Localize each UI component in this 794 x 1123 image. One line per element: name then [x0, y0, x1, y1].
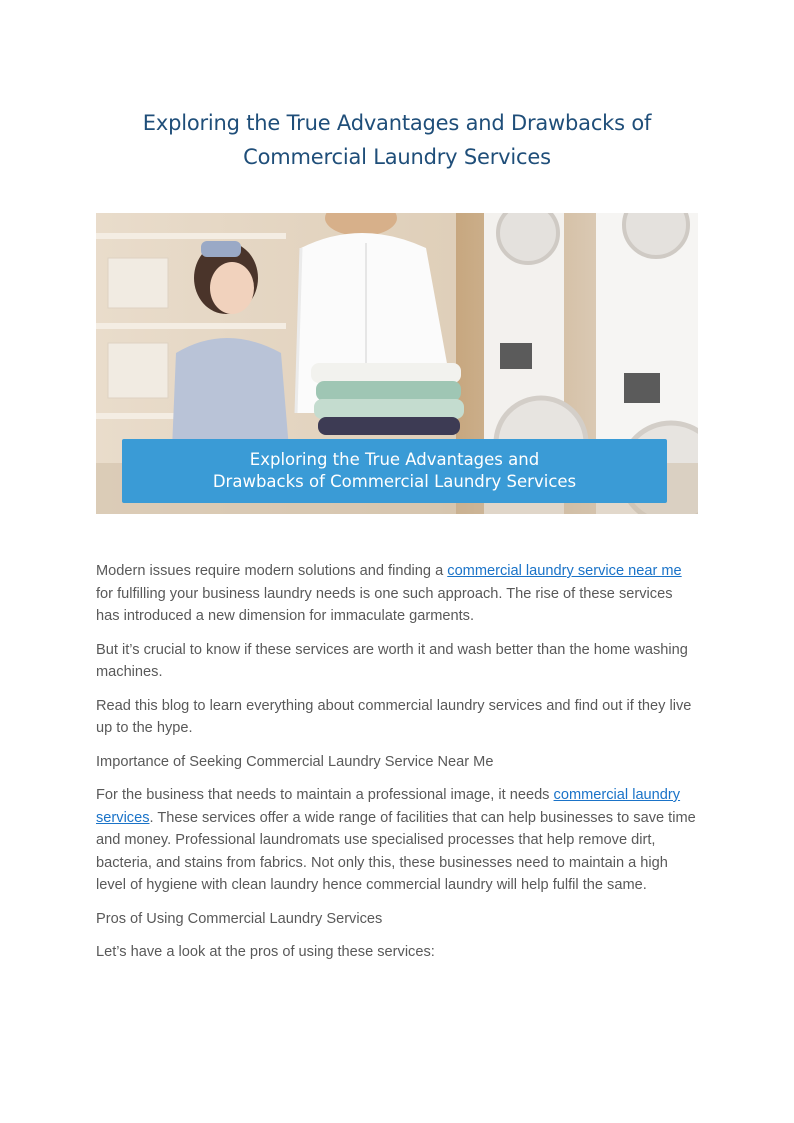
paragraph-text: Modern issues require modern solutions and finding a	[96, 563, 448, 579]
hero-banner-text	[122, 449, 667, 493]
paragraph-read-blog: Read this blog to learn everything about commercial laundry services and find out if they live up to the hype.	[96, 697, 692, 736]
paragraph-text: for fulfilling your business laundry needs is one such approach. The rise of these services has introduced a new dimension for immaculate garments.	[96, 585, 673, 624]
paragraph-text: For the business that needs to maintain a professional image, it needs	[96, 787, 554, 803]
paragraph-worth-it: But it’s crucial to know if these services are worth it and wash better than the home washing machines.	[96, 641, 688, 680]
hero-banner-line-2: Drawbacks of Commercial Laundry Services	[212, 472, 577, 491]
paragraph-pros-intro: Let’s have a look at the pros of using these services:	[96, 944, 435, 960]
commercial-laundry-services-link[interactable]: commercial laundry services	[96, 787, 681, 826]
page-title: Exploring the True Advantages and Drawbacks of Commercial Laundry Services	[142, 111, 652, 169]
hero-banner-line-1: Exploring the True Advantages and	[249, 450, 540, 469]
heading-pros: Pros of Using Commercial Laundry Services	[96, 910, 383, 927]
article-body	[96, 560, 700, 975]
hero-banner	[122, 439, 667, 503]
paragraph-intro	[96, 560, 700, 628]
commercial-laundry-near-me-link[interactable]: commercial laundry service near me	[447, 563, 682, 579]
heading-importance: Importance of Seeking Commercial Laundry Service Near Me	[96, 753, 494, 770]
paragraph-business	[96, 784, 700, 897]
hero-image	[96, 213, 698, 514]
paragraph-text: . These services offer a wide range of facilities that can help businesses to save time and money. Professional laundromats use specialised processes that help remove dirt, bacteria, and stains from fabrics. Not only this, these businesses need to maintain a high level of hygiene with clean laundry hence commercial laundry will help fulfil the same.	[96, 809, 696, 893]
